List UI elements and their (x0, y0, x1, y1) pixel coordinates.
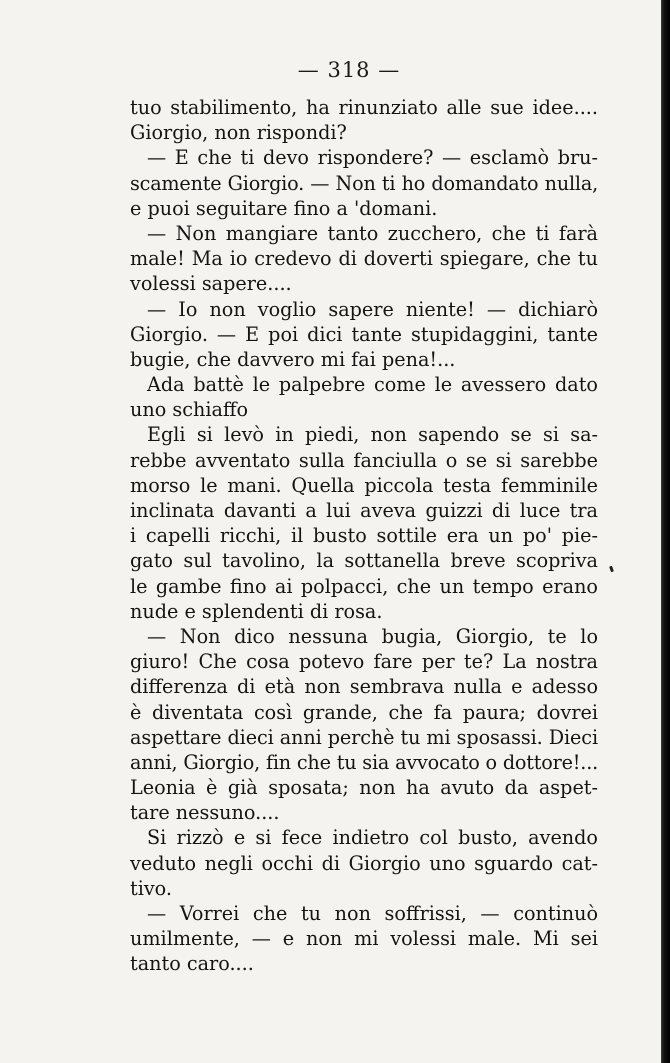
text-line: gato sul tavolino, la sottanella breve scopriva (130, 549, 598, 573)
text-line: Si rizzò e si fece indietro col busto, avendo (147, 826, 598, 850)
text-line: — E che ti devo rispondere? — esclamò bru- (147, 146, 598, 170)
text-line: Giorgio, non rispondi? (130, 121, 347, 145)
page-number: — 318 — (297, 58, 401, 82)
text-line: umilmente, — e non mi volessi male. Mi sei (130, 927, 598, 951)
text-line: le gambe fino ai polpacci, che un tempo erano (130, 574, 598, 598)
text-line: Giorgio. — E poi dici tante stupidaggini, tante (130, 322, 598, 346)
text-line: tuo stabilimento, ha rinunziato alle sue idee.... (130, 96, 598, 119)
text-line: bugie, che davvero mi fai pena!... (130, 347, 456, 371)
text-line: è diventata così grande, che fa paura; dovrei (130, 700, 598, 724)
text-line: — Io non voglio sapere niente! — dichiarò (147, 297, 598, 321)
text-line: nude e splendenti di rosa. (130, 599, 383, 623)
text-line: — Vorrei che tu non soffrissi, — continuò (147, 902, 598, 925)
text-line: scamente Giorgio. — Non ti ho domandato nulla, (130, 171, 598, 195)
text-line: volessi sapere.... (130, 272, 292, 296)
text-line: morso le mani. Quella piccola testa femminile (130, 473, 598, 497)
text-line: Egli si levò in piedi, non sapendo se si sa- (147, 423, 598, 447)
text-line: tanto caro.... (130, 952, 254, 976)
text-line: Leonia è già sposata; non ha avuto da aspet- (130, 776, 598, 800)
text-line: — Non dico nessuna bugia, Giorgio, te lo (147, 624, 598, 648)
text-line: veduto negli occhi di Giorgio uno sguardo cat- (130, 851, 598, 875)
page-binding-edge (661, 0, 670, 1063)
body-text (130, 95, 598, 977)
text-line: differenza di età non sembrava nulla e adesso (130, 675, 598, 699)
text-line: e puoi seguitare fino a 'domani. (130, 196, 438, 220)
text-line: Ada battè le palpebre come le avessero dato (147, 373, 598, 397)
text-line: — Non mangiare tanto zucchero, che ti farà (147, 221, 598, 245)
text-line: aspettare dieci anni perchè tu mi sposassi. Dieci (130, 725, 598, 749)
text-line: i capelli ricchi, il busto sottile era un po' pie- (130, 524, 598, 548)
text-line: anni, Giorgio, fin che tu sia avvocato o dottore!... (130, 750, 598, 774)
ink-speck (609, 566, 614, 573)
text-line: tivo. (130, 876, 173, 900)
text-line: giuro! Che cosa potevo fare per te? La nostra (130, 650, 598, 674)
text-line: rebbe avventato sulla fanciulla o se si sarebbe (130, 448, 598, 472)
text-line: tare nessuno.... (130, 801, 280, 825)
text-line: male! Ma io credevo di doverti spiegare, che tu (130, 247, 598, 271)
text-line: uno schiaffo (130, 398, 249, 422)
text-line: inclinata davanti a lui aveva guizzi di luce tra (130, 499, 598, 522)
